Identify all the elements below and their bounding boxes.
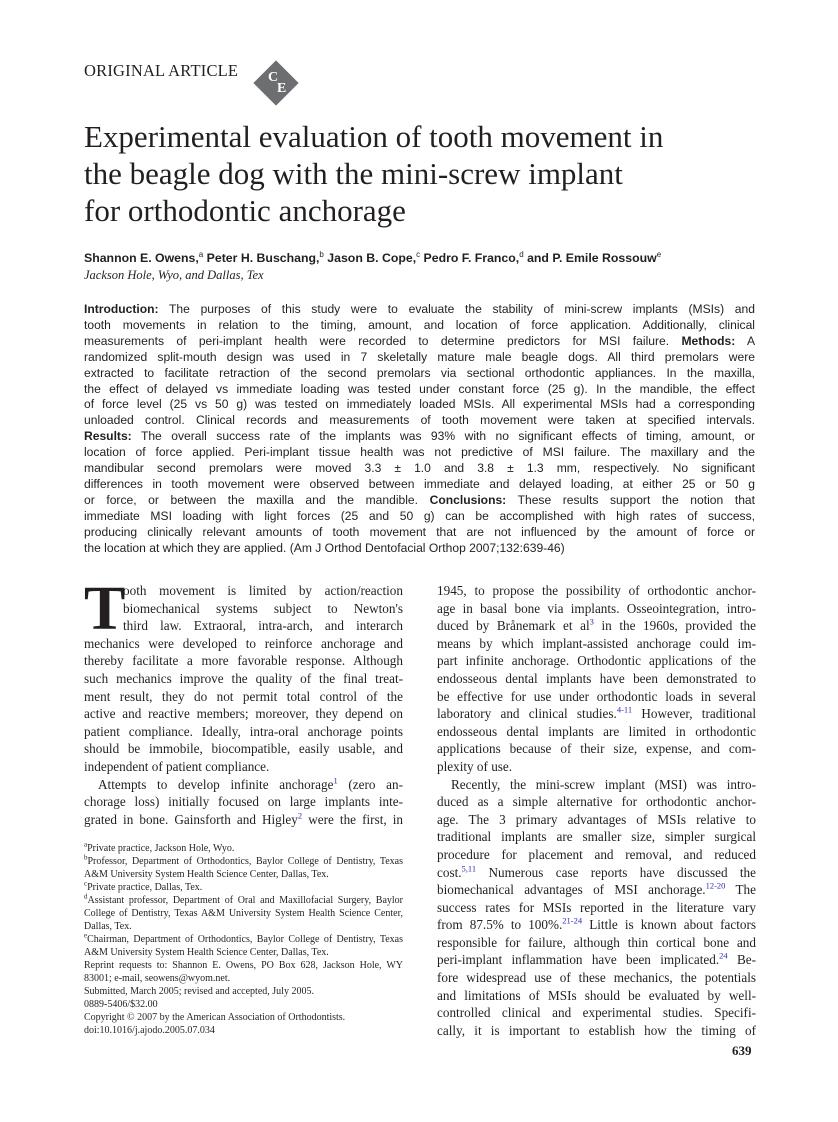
text-segment: Private practice, Jackson Hole, Wyo. [87,843,235,854]
text-line [84,413,755,429]
text-segment: Little is known about factors [582,917,756,933]
text-line [84,461,755,477]
article-title [84,118,784,229]
text-line [437,969,756,987]
text-segment: Copyright © 2007 by the American Association of Orthodontists. [84,1012,346,1023]
text-segment: 83001; e-mail, seowens@wyom.net. [84,973,231,984]
text-line [437,670,756,688]
text-segment: ment result, they do not permit total control of the [84,688,403,704]
text-line [437,899,756,917]
text-segment: biomechanical advantages of MSI anchorage. [437,882,706,898]
footnote-line [84,998,403,1011]
text-segment: Professor, Department of Orthodontics, Baylor College of Dentistry, Texas [87,856,403,867]
text-segment: success rates for MSIs reported in the literature vary [437,899,756,915]
section-heading: Introduction: [84,302,159,316]
logo-letter-c: C [268,70,279,85]
footnote-line [84,907,403,920]
title-line: the beagle dog with the mini-screw implant [84,156,623,191]
footnote-line [84,881,403,894]
footnote-line [84,933,403,946]
reference-link[interactable]: 3 [589,616,594,627]
text-segment: controlled clinical and experimental studies. Specifi- [437,1005,756,1021]
text-segment: ooth movement is limited by action/reaction [123,583,403,598]
author-name: Shannon E. Owens, [84,251,199,266]
text-line [84,541,755,557]
text-segment: chorage loss) initially focused on large implants inte- [84,794,403,810]
page-number: 639 [732,1043,752,1058]
text-line [437,828,756,846]
text-segment: traditional implants are smaller size, simpler surgical [437,829,756,845]
text-line [84,723,403,741]
body-column-left [84,575,404,828]
footnote-line [84,985,403,998]
text-line [84,382,755,398]
text-segment: Reprint requests to: Shannon E. Owens, PO Box 628, Jackson Hole, WY [84,960,403,971]
text-line [437,635,756,653]
text-segment: (zero an- [337,776,404,792]
text-segment: 0889-5406/$32.00 [84,999,158,1010]
text-line [437,600,756,618]
text-line [84,493,755,509]
text-segment: location of force applied. Peri-implant tissue health was not predictive of MSI failure. The maxillary and the [84,445,755,460]
continuing-education-logo [253,60,299,106]
reference-link[interactable]: 1 [333,775,338,786]
article-type-label: ORIGINAL ARTICLE [84,61,239,80]
text-line [437,934,756,952]
text-segment: from 87.5% to 100%. [437,917,563,933]
footnote-line [84,1011,403,1024]
reference-link[interactable]: 5,11 [461,863,477,874]
text-line [84,776,403,794]
text-segment: Submitted, March 2005; revised and accepted, July 2005. [84,986,314,997]
text-segment: A&M University System Health Science Center, Dallas, Tex. [84,947,329,958]
text-line [437,758,756,776]
text-segment: responsible for failure, although thin cortical bone and [437,934,756,950]
text-line [437,916,756,934]
text-segment: tooth movements in relation to the timing, amount, and location of force application. Additionally, clinical [84,317,755,332]
text-segment: grated in bone. Gainsforth and Higley [84,811,298,827]
text-segment: 1945, to propose the possibility of orthodontic anchor- [437,583,756,598]
text-line [84,688,403,706]
text-segment: Attempts to develop infinite anchorage [98,776,334,792]
text-segment: should be immobile, biocompatible, easily usable, and [84,741,403,757]
footnote-mark: b [84,853,88,862]
text-line [437,652,756,670]
text-line [437,740,756,758]
text-line [84,811,403,829]
text-line [84,525,755,541]
text-segment: These results support the notion that [506,492,756,507]
text-segment: cally, it is important to establish how the timing of [437,1022,756,1038]
text-segment: active and reactive members; moreover, they depend on [84,706,403,722]
text-segment: such mechanics improve the quality of the final treat- [84,670,403,686]
text-line [84,366,755,382]
text-line [84,600,403,618]
text-line [84,705,403,723]
text-segment: the location at which they are applied. (Am J Orthod Dentofacial Orthop 2007;132:639-46) [84,540,565,555]
text-segment: endosseous dental implants have been demonstrated to [437,670,756,686]
text-segment: independent of patient compliance. [84,758,270,774]
text-segment: Private practice, Dallas, Tex. [87,882,203,893]
text-line [84,397,755,413]
abstract [84,302,755,557]
text-segment: part infinite anchorage. Orthodontic applications of the [437,653,756,669]
author-name: Peter H. Buschang, [203,251,320,266]
author-affiliation-mark: c [416,250,421,259]
text-line [84,509,755,525]
text-segment: endosseous dental implants are limited in orthodontic [437,723,756,739]
author-affiliation-mark: e [656,250,662,259]
text-segment: immediate MSI loading with light forces (25 and 50 g) can be accomplished with high rates of success, [84,508,755,523]
author-name: Pedro F. Franco, [420,251,520,266]
text-line [84,617,403,635]
text-segment: cost. [437,864,462,880]
drop-cap: T [84,575,126,643]
text-segment: The purposes of this study were to evaluate the stability of mini-screw implants (MSIs) and [158,302,755,316]
text-line [437,987,756,1005]
text-segment: A&M University System Health Science Center, Dallas, Tex. [84,869,329,880]
footnote-line [84,920,403,933]
text-segment: thereby facilitate a more favorable response. Although [84,653,403,669]
text-segment: measurements of peri-implant health were recorded to determine predictors for MSI failure. [84,333,682,348]
footnote-line [84,972,403,985]
footnotes [84,842,403,1037]
author-affiliation-mark: d [519,250,524,259]
text-segment: College of Dentistry, Texas A&M University System Health Science Center, [84,908,403,919]
text-segment: patient compliance. Ideally, intra-oral anchorage points [84,723,403,739]
text-line [437,864,756,882]
reference-link[interactable]: 2 [297,810,303,821]
author-location: Jackson Hole, Wyo, and Dallas, Tex [84,268,264,282]
reference-link[interactable]: 12-20 [705,880,726,891]
text-line [84,670,403,688]
body-column-right [437,582,756,1039]
author-affiliation-mark: b [319,250,324,259]
text-segment: laboratory and clinical studies. [437,706,617,722]
text-line [84,758,403,776]
reference-link[interactable]: 24 [719,951,728,962]
reference-link[interactable]: 21-24 [562,915,583,926]
text-line [437,793,756,811]
text-segment: applications because of their size, expense, and com- [437,741,756,757]
reference-link[interactable]: 4-11 [616,704,633,715]
text-segment: plexity of use. [437,758,513,774]
text-line [437,881,756,899]
text-segment: doi:10.1016/j.ajodo.2005.07.034 [84,1025,215,1036]
text-segment: duced by Brånemark et al [437,618,590,634]
text-line [84,334,755,350]
author-name: Jason B. Cope, [323,251,417,266]
text-segment: age in basal bone via implants. Osseointegration, intro- [437,600,756,616]
text-segment: of force level (25 vs 50 g) was tested on immediately loaded MSIs. All experimental MSIs had a corresponding [84,397,755,412]
text-segment: Numerous case reports have discussed the [476,864,756,880]
text-segment: Be- [727,952,756,968]
text-line [437,705,756,723]
text-line [84,445,755,461]
text-segment: Chairman, Department of Orthodontics, Baylor College of Dentistry, Texas [87,934,403,945]
text-line [84,350,755,366]
footnote-line [84,959,403,972]
text-line [437,723,756,741]
text-segment: peri-implant inflammation have been implicated. [437,952,720,968]
text-segment: producing clinically relevant amounts of tooth movement that are not influenced by the amount of force or [84,524,755,539]
text-segment: mechanics were developed to reinforce anchorage and [84,635,403,651]
author-name: and P. Emile Rossouw [523,251,657,266]
text-segment: fore widespread use of these mechanics, the potentials [437,970,756,986]
text-segment: and limitations of MSIs should be evaluated by well- [437,987,756,1003]
text-segment: mandibular second premolars were moved 3.3 ± 1.0 and 3.8 ± 1.3 mm, respectively. No significant [84,461,755,476]
text-segment: the effect of delayed vs immediate loading was tested under constant force (25 g). In the mandible, the effect [84,381,755,396]
text-line [84,582,403,600]
text-segment: Assistant professor, Department of Oral and Maxillofacial Surgery, Baylor [87,895,403,906]
text-segment: Recently, the mini-screw implant (MSI) was intro- [451,776,756,792]
text-segment: Dallas, Tex. [84,921,132,932]
footnote-line [84,868,403,881]
section-heading: Results: [84,429,132,444]
text-segment: A [735,333,756,348]
text-line [437,582,756,600]
text-segment: differences in tooth movement were observed between immediate and delayed loading, at either 25 or 50 g [84,476,755,491]
text-line [84,429,755,445]
footnote-mark: d [84,892,88,901]
text-segment: means by which implant-assisted anchorage could im- [437,635,756,651]
section-heading: Methods: [681,333,736,348]
footnote-mark: e [84,931,88,940]
section-heading: Conclusions: [429,492,507,507]
text-line [437,617,756,635]
title-line: Experimental evaluation of tooth movement in [84,119,664,154]
text-segment: The overall success rate of the implants was 93% with no significant effects of timing, amount, or [131,429,755,444]
text-line [84,635,403,653]
text-line [437,1022,756,1040]
text-segment: third law. Extraoral, intra-arch, and interarch [123,618,403,634]
text-segment: unloaded control. Clinical records and measurements of tooth movement were taken at specified intervals. [84,413,755,428]
footnote-mark: a [84,840,88,849]
text-segment: age. The 3 primary advantages of MSIs relative to [437,811,756,827]
author-list [84,250,661,265]
text-segment: The [725,882,757,898]
text-segment: were the first, in [302,811,403,827]
text-segment: be effective for use under orthodontic loads in several [437,688,756,704]
footnote-line [84,946,403,959]
text-line [437,811,756,829]
text-line [437,951,756,969]
text-segment: in the 1960s, provided the [593,618,756,634]
text-line [437,1004,756,1022]
text-line [84,740,403,758]
text-segment: duced as a simple alternative for orthodontic anchor- [437,794,756,810]
text-segment: biomechanical systems subject to Newton's [123,600,403,616]
footnote-mark: c [84,879,88,888]
text-segment: However, traditional [632,706,756,722]
footnote-line [84,894,403,907]
text-line [84,302,755,318]
footnote-line [84,1024,403,1037]
text-line [84,793,403,811]
author-affiliation-mark: a [198,250,204,259]
text-line [84,477,755,493]
text-line [84,652,403,670]
title-line: for orthodontic anchorage [84,193,406,228]
logo-letter-e: E [277,81,287,96]
text-segment: extracted to facilitate retraction of the second premolars via sectional orthodontic appliances. In the maxilla, [84,365,755,380]
footnote-line [84,842,403,855]
text-segment: or force, or between the maxilla and the mandible. [84,492,430,507]
text-line [84,318,755,334]
text-line [437,846,756,864]
text-segment: randomized split-mouth design was used in 7 skeletally mature male beagle dogs. All third premolars were [84,349,755,364]
text-segment: procedure for placement and removal, and reduced [437,846,756,862]
text-line [437,688,756,706]
text-line [437,776,756,794]
footnote-line [84,855,403,868]
